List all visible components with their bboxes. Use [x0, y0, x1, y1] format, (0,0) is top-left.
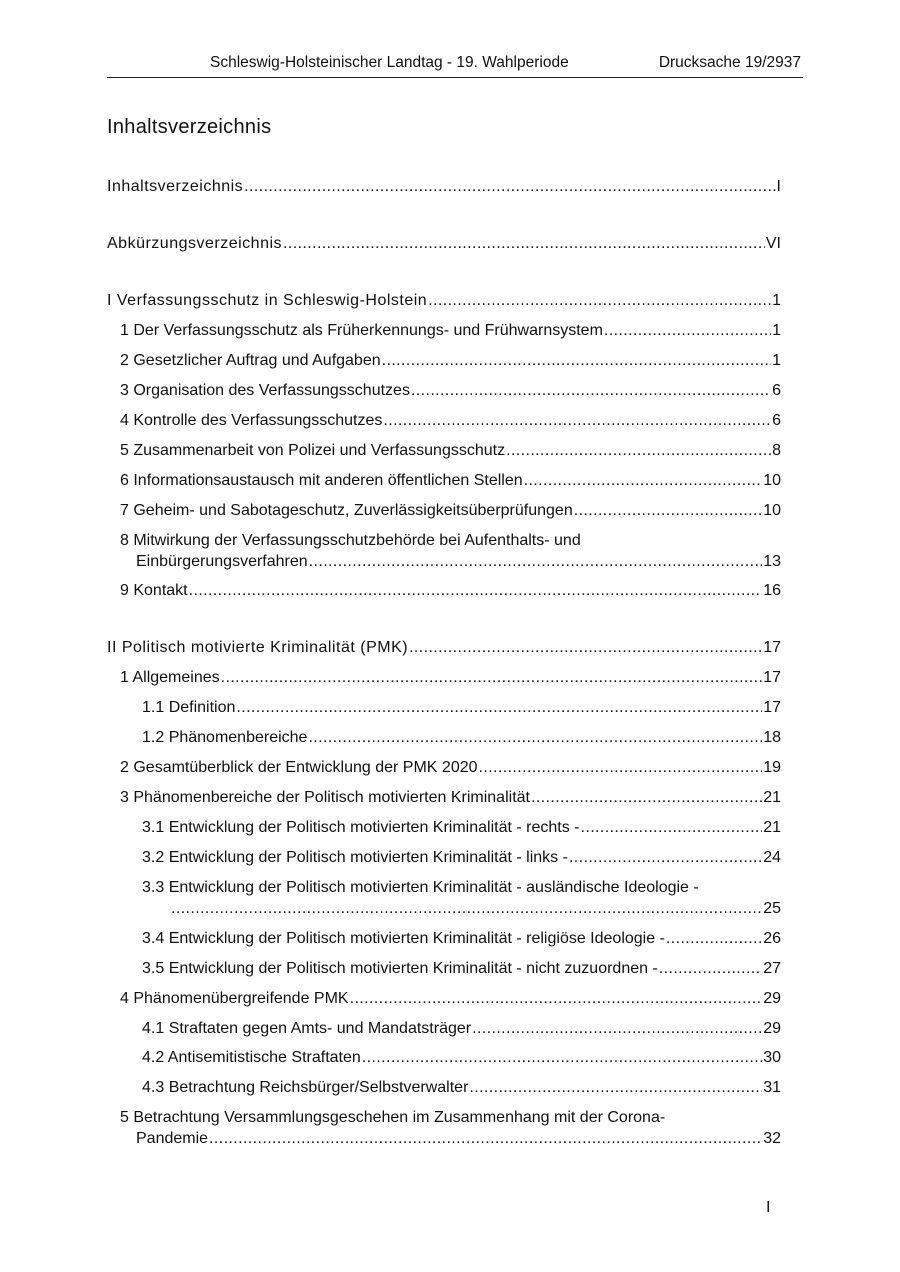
toc-entry-text: 4.3 Betrachtung Reichsbürger/Selbstverwalter [142, 1079, 469, 1096]
toc-entry[interactable] [142, 1019, 781, 1039]
toc-entry-text-line2: Einbürgerungsverfahren [136, 553, 308, 570]
toc-entry-page: 8 [772, 442, 781, 459]
toc-entry-page: 13 [763, 553, 781, 570]
toc-entry-page: 21 [763, 789, 781, 806]
toc-leader-dots [531, 788, 762, 808]
toc-entry-text: 3.2 Entwicklung der Politisch motivierten Kriminalität - links - [142, 849, 568, 866]
toc-entry[interactable] [120, 788, 781, 808]
toc-entry-text: 1.1 Definition [142, 699, 236, 716]
toc-entry[interactable] [120, 989, 781, 1009]
toc-entry-text: 5 Zusammenarbeit von Polizei und Verfassungsschutz [120, 442, 506, 459]
toc-leader-dots [221, 668, 763, 688]
toc-entry-text-line1[interactable]: 3.3 Entwicklung der Politisch motivierten Kriminalität - ausländische Ideologie - [142, 879, 699, 896]
toc-entry-text: 2 Gesamtüberblick der Entwicklung der PMK 2020 [120, 759, 478, 776]
toc-entry-text: 6 Informationsaustausch mit anderen öffentlichen Stellen [120, 472, 523, 489]
toc-leader-dots [283, 234, 765, 254]
toc-leader-dots [479, 758, 763, 778]
toc-leader-dots [506, 441, 771, 461]
toc-entry-text: I Verfassungsschutz in Schleswig-Holstein [107, 292, 428, 309]
toc-entry-text: 1.2 Phänomenbereiche [142, 729, 308, 746]
toc-entry-page: 6 [772, 382, 781, 399]
toc-leader-dots [409, 638, 762, 658]
toc-entry-text: Inhaltsverzeichnis [107, 178, 244, 195]
toc-entry-page: 32 [763, 1130, 781, 1147]
page-header [107, 52, 803, 78]
toc-entry-page: 29 [763, 990, 781, 1007]
toc-leader-dots [236, 698, 762, 718]
page-number: I [766, 1199, 771, 1216]
toc-entry-text-line1[interactable]: 5 Betrachtung Versammlungsgeschehen im Zusammenhang mit der Corona- [120, 1109, 666, 1126]
toc-leader-dots [308, 728, 762, 748]
toc-entry-page: 21 [763, 819, 781, 836]
toc-entry[interactable] [142, 848, 781, 868]
toc-entry[interactable] [107, 177, 781, 197]
toc-entry-page: 24 [763, 849, 781, 866]
toc-entry-page: 31 [763, 1079, 781, 1096]
toc-entry[interactable] [120, 471, 781, 491]
toc-entry[interactable] [142, 698, 781, 718]
toc-entry[interactable] [107, 291, 781, 311]
toc-entry-page: 1 [772, 292, 781, 309]
toc-leader-dots [581, 818, 763, 838]
toc-leader-dots [189, 581, 763, 601]
toc-entry-text: 3.5 Entwicklung der Politisch motivierten Kriminalität - nicht zuzuordnen - [142, 960, 658, 977]
toc-entry[interactable] [171, 899, 781, 919]
toc-entry-text: 4.1 Straftaten gegen Amts- und Mandatsträger [142, 1020, 472, 1037]
toc-entry[interactable] [120, 381, 781, 401]
toc-entry-page: 16 [763, 582, 781, 599]
toc-leader-dots [209, 1129, 762, 1149]
header-drucksache: Drucksache 19/2937 [658, 54, 801, 71]
toc-leader-dots [171, 899, 762, 919]
toc-entry[interactable] [107, 638, 781, 658]
toc-leader-dots [524, 471, 763, 491]
toc-leader-dots [469, 1078, 762, 1098]
toc-entry[interactable] [142, 818, 781, 838]
toc-entry-page: 1 [772, 322, 781, 339]
toc-entry-page: 10 [763, 472, 781, 489]
toc-leader-dots [428, 291, 771, 311]
toc-entry-page: I [776, 178, 781, 195]
toc-entry-page: 18 [763, 729, 781, 746]
page-title: Inhaltsverzeichnis [107, 116, 272, 138]
toc-entry-text: II Politisch motivierte Kriminalität (PMK) [107, 639, 409, 656]
toc-entry-page: 30 [763, 1049, 781, 1066]
toc-entry[interactable] [107, 234, 781, 254]
toc-entry[interactable] [136, 552, 781, 572]
toc-entry-text: 4 Kontrolle des Verfassungsschutzes [120, 412, 383, 429]
toc-entry-text: 7 Geheim- und Sabotageschutz, Zuverlässigkeitsüberprüfungen [120, 502, 573, 519]
toc-entry[interactable] [142, 959, 781, 979]
toc-entry-page: 1 [772, 352, 781, 369]
toc-entry[interactable] [120, 581, 781, 601]
toc-entry-page: 26 [763, 930, 781, 947]
toc-entry-text: 3 Organisation des Verfassungsschutzes [120, 382, 410, 399]
toc-entry[interactable] [120, 501, 781, 521]
toc-leader-dots [309, 552, 763, 572]
toc-entry[interactable] [142, 1048, 781, 1068]
toc-entry-text: 3.4 Entwicklung der Politisch motivierten Kriminalität - religiöse Ideologie - [142, 930, 665, 947]
toc-entry-page: 27 [763, 960, 781, 977]
toc-entry-text: Abkürzungsverzeichnis [107, 235, 283, 252]
toc-entry[interactable] [120, 441, 781, 461]
toc-entry-text-line2: Pandemie [136, 1130, 209, 1147]
toc-entry-text: 2 Gesetzlicher Auftrag und Aufgaben [120, 352, 381, 369]
toc-entry[interactable] [120, 668, 781, 688]
toc-entry-page: 17 [763, 699, 781, 716]
toc-entry-text: 1 Der Verfassungsschutz als Früherkennungs- und Frühwarnsystem [120, 322, 603, 339]
toc-entry-text: 3 Phänomenbereiche der Politisch motivierten Kriminalität [120, 789, 530, 806]
toc-entry-text: 4.2 Antisemitistische Straftaten [142, 1049, 361, 1066]
toc-leader-dots [382, 351, 771, 371]
toc-entry-text-line1[interactable]: 8 Mitwirkung der Verfassungsschutzbehörde bei Aufenthalts- und [120, 532, 581, 549]
toc-leader-dots [411, 381, 771, 401]
toc-entry-page: 19 [763, 759, 781, 776]
toc-entry-page: 17 [763, 639, 781, 656]
toc-leader-dots [244, 177, 775, 197]
toc-entry[interactable] [120, 321, 781, 341]
toc-entry-page: 10 [763, 502, 781, 519]
toc-leader-dots [350, 989, 763, 1009]
toc-leader-dots [574, 501, 762, 521]
toc-entry-text: 4 Phänomenübergreifende PMK [120, 990, 349, 1007]
toc-leader-dots [604, 321, 771, 341]
toc-entry-page: 17 [763, 669, 781, 686]
header-title: Schleswig-Holsteinischer Landtag - 19. Wahlperiode [210, 54, 569, 71]
toc-entry-text: 3.1 Entwicklung der Politisch motivierten Kriminalität - rechts - [142, 819, 580, 836]
toc-entry[interactable] [142, 929, 781, 949]
toc-leader-dots [569, 848, 762, 868]
toc-entry-text: 9 Kontakt [120, 582, 188, 599]
toc-leader-dots [472, 1019, 762, 1039]
toc-leader-dots [666, 929, 762, 949]
toc-entry[interactable] [120, 758, 781, 778]
toc-entry[interactable] [120, 411, 781, 431]
toc-entry[interactable] [142, 728, 781, 748]
toc-entry-text: 1 Allgemeines [120, 669, 220, 686]
toc-entry-page: 29 [763, 1020, 781, 1037]
toc-entry[interactable] [136, 1129, 781, 1149]
toc-entry-page: 25 [763, 900, 781, 917]
toc-entry-page: VI [765, 235, 781, 252]
toc-leader-dots [659, 959, 762, 979]
toc-leader-dots [383, 411, 771, 431]
toc-entry-page: 6 [772, 412, 781, 429]
toc-entry[interactable] [120, 351, 781, 371]
toc-entry[interactable] [142, 1078, 781, 1098]
toc-leader-dots [362, 1048, 762, 1068]
